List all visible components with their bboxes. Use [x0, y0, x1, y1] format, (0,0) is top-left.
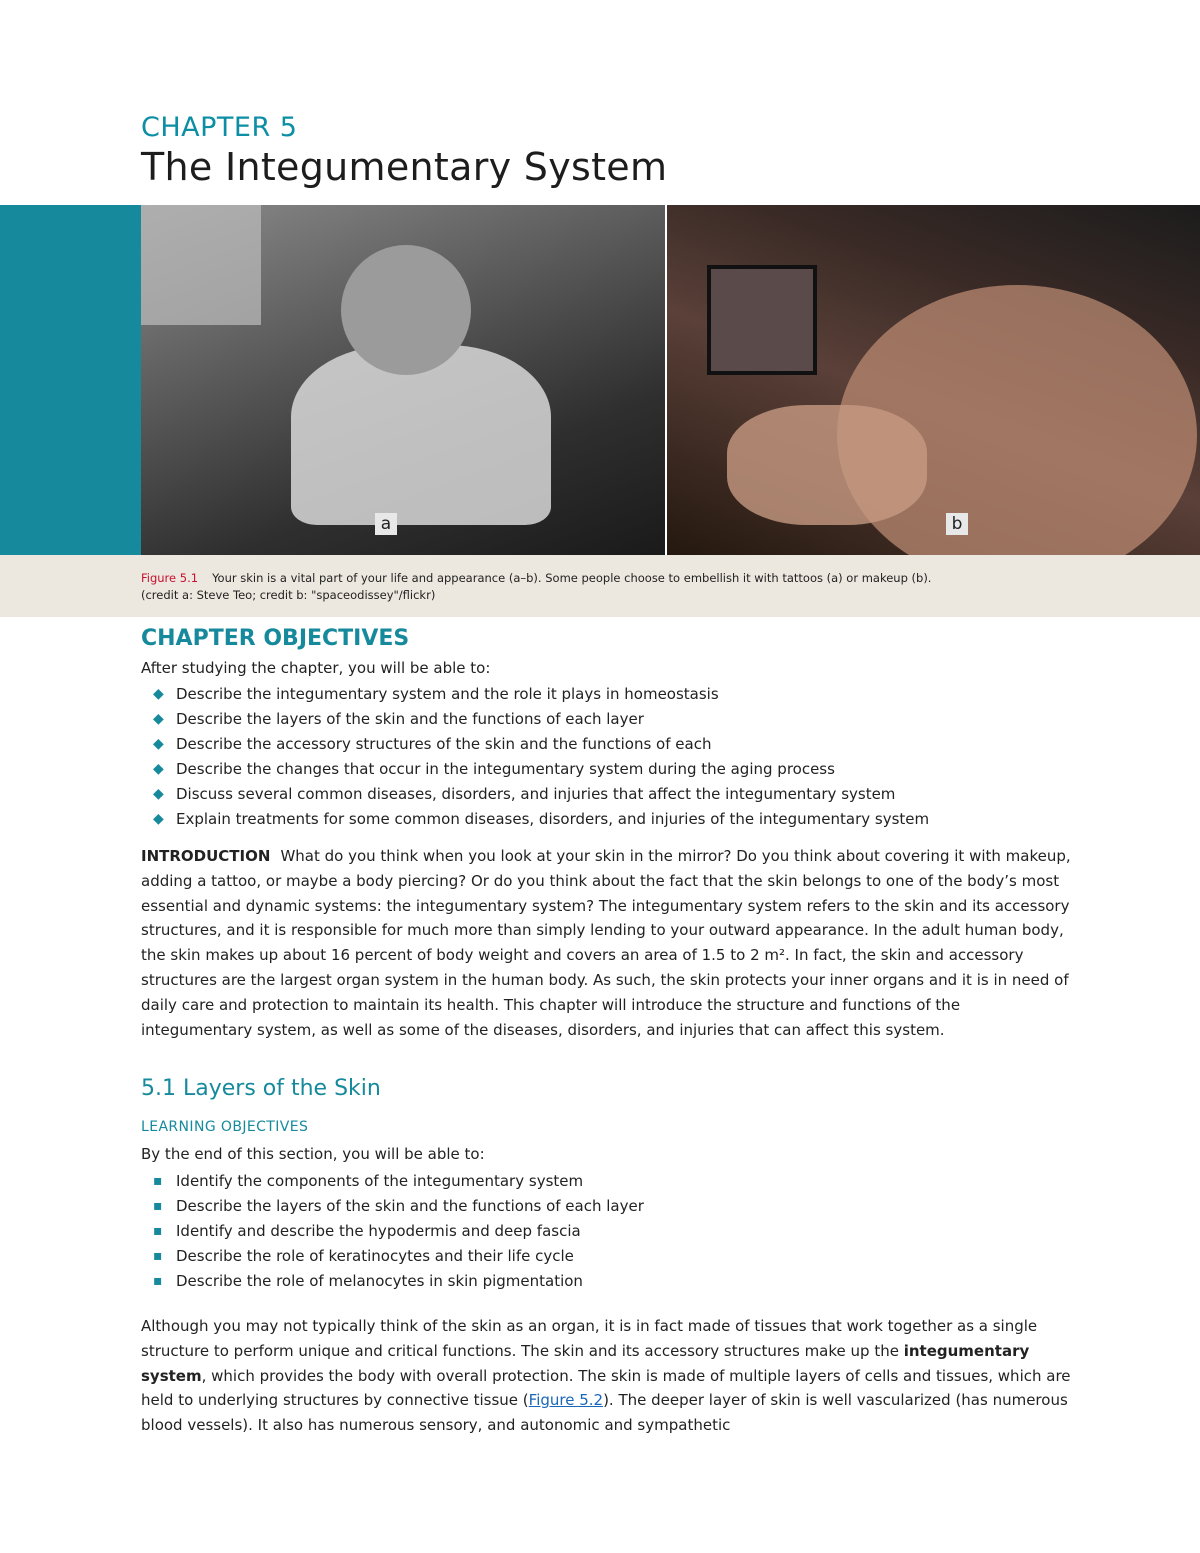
bullet-icon: ▪: [153, 1223, 163, 1239]
objectives-intro: After studying the chapter, you will be able to:: [141, 659, 491, 677]
caption-line-1: Your skin is a vital part of your life and appearance (a–b). Some people choose to embellish it with tattoos (a) or makeup (b).: [212, 571, 932, 585]
list-item: ▪ Describe the layers of the skin and the functions of each layer: [141, 1194, 644, 1219]
figure-caption: [141, 570, 1091, 604]
caption-line-2: (credit a: Steve Teo; credit b: "spaceodissey"/flickr): [141, 588, 436, 602]
bullet-icon: ◆: [153, 761, 164, 777]
photo-tag-b: b: [946, 513, 968, 535]
bullet-icon: ◆: [153, 736, 164, 752]
bullet-icon: ▪: [153, 1198, 163, 1214]
introduction-text: What do you think when you look at your skin in the mirror? Do you think about covering it with makeup, adding a tattoo, or maybe a body piercing? Or do you think about the fact that the skin belongs to one of the body’s most essential and dynamic systems: the integumentary system? The integumentary system refers to the skin and its accessory structures, and it is responsible for much more than simply lending to your outward appearance. In the adult human body, the skin makes up about 16 percent of body weight and covers an area of 1.5 to 2 m². In fact, the skin and accessory structures are the largest organ system in the human body. As such, the skin protects your inner organs and it is in need of daily care and protection to maintain its health. This chapter will introduce the structure and functions of the integumentary system, as well as some of the diseases, disorders, and injuries that can affect this system.: [141, 847, 1071, 1039]
bullet-icon: ▪: [153, 1273, 163, 1289]
section-heading: 5.1 Layers of the Skin: [141, 1076, 381, 1101]
bullet-icon: ◆: [153, 786, 164, 802]
figure-photo-a: [141, 205, 665, 555]
figure-label: Figure 5.1: [141, 571, 199, 585]
list-item: ▪ Identify the components of the integumentary system: [141, 1169, 644, 1194]
key-term: integumentary system: [141, 1341, 1030, 1385]
list-item: ▪ Describe the role of keratinocytes and their life cycle: [141, 1244, 644, 1269]
bullet-icon: ▪: [153, 1248, 163, 1264]
introduction-lead: INTRODUCTION: [141, 847, 271, 865]
objectives-heading: CHAPTER OBJECTIVES: [141, 626, 410, 651]
list-item: ▪ Identify and describe the hypodermis and deep fascia: [141, 1219, 644, 1244]
bullet-icon: ◆: [153, 811, 164, 827]
learning-objectives-heading: LEARNING OBJECTIVES: [141, 1119, 309, 1135]
chapter-label: CHAPTER 5: [141, 112, 298, 143]
photo-a-background: [141, 205, 261, 325]
list-item: ◆ Explain treatments for some common diseases, disorders, and injuries of the integumentary system: [141, 807, 929, 832]
photo-a-head: [341, 245, 471, 375]
photo-b-palette: [707, 265, 817, 375]
bullet-icon: ▪: [153, 1173, 163, 1189]
chapter-title: The Integumentary System: [141, 145, 668, 189]
objectives-list: [141, 682, 929, 832]
accent-bar: [0, 205, 141, 555]
photo-tag-a: a: [375, 513, 397, 535]
list-item: ◆ Discuss several common diseases, disorders, and injuries that affect the integumentary system: [141, 782, 929, 807]
list-item: ◆ Describe the integumentary system and the role it plays in homeostasis: [141, 682, 929, 707]
bullet-icon: ◆: [153, 711, 164, 727]
photo-b-hand: [727, 405, 927, 525]
list-item: ◆ Describe the changes that occur in the integumentary system during the aging process: [141, 757, 929, 782]
list-item: ◆ Describe the layers of the skin and the functions of each layer: [141, 707, 929, 732]
introduction-paragraph: [141, 844, 1071, 1042]
figure-link[interactable]: Figure 5.2: [528, 1391, 604, 1410]
figure-photo-b: [667, 205, 1200, 555]
list-item: ◆ Describe the accessory structures of the skin and the functions of each: [141, 732, 929, 757]
list-item: ▪ Describe the role of melanocytes in skin pigmentation: [141, 1269, 644, 1294]
body-paragraph: Although you may not typically think of the skin as an organ, it is in fact made of tissues that work together as a single structure to perform unique and critical functions. The skin and its accessory structures make up the integumentary system, which provides the body with overall protection. The skin is made of multiple layers of cells and tissues, which are held to underlying structures by connective tissue (Figure 5.2). The deeper layer of skin is well vascularized (has numerous blood vessels). It also has numerous sensory, and autonomic and sympathetic: [141, 1317, 1071, 1435]
learning-objectives-list: [141, 1169, 644, 1294]
bullet-icon: ◆: [153, 686, 164, 702]
learning-objectives-intro: By the end of this section, you will be able to:: [141, 1145, 485, 1163]
